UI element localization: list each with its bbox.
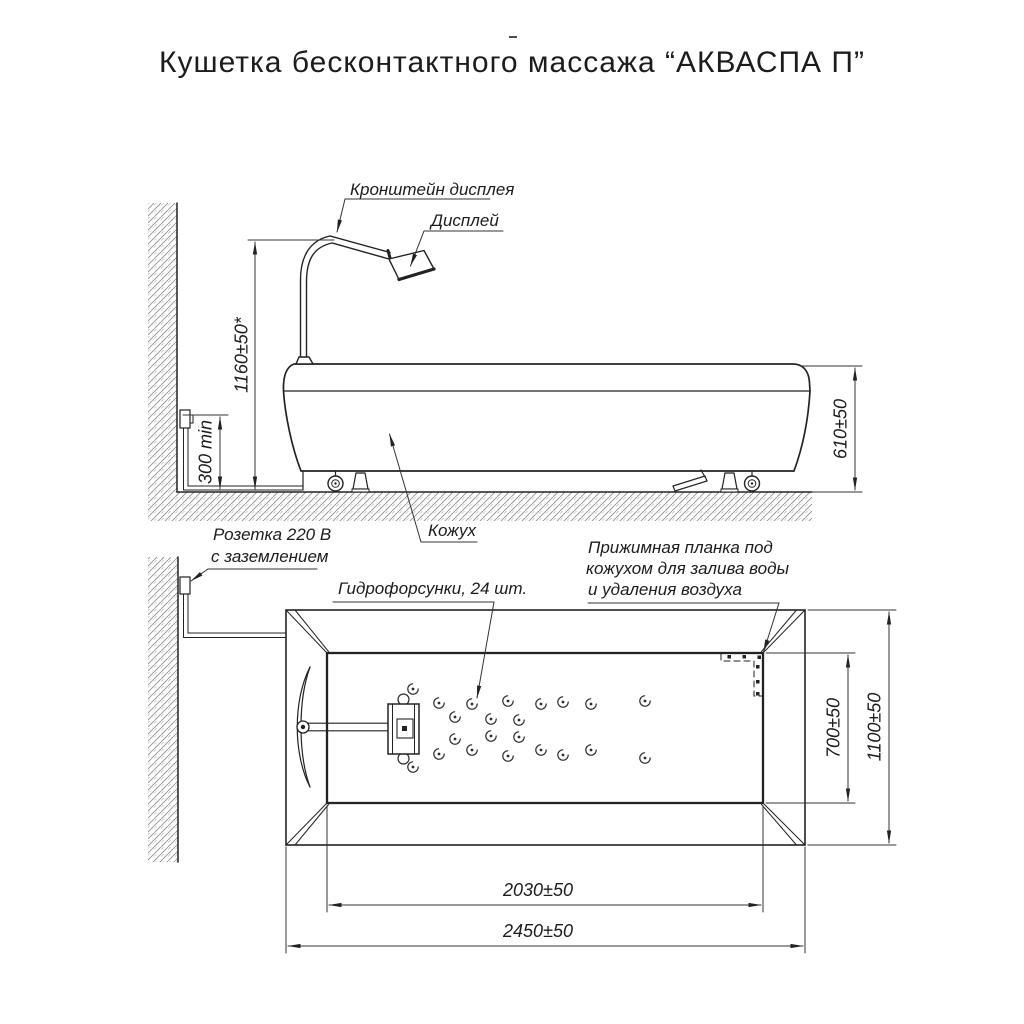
couch-frame-top xyxy=(286,610,805,845)
wall-hatch xyxy=(148,203,177,492)
label-display-bracket: Кронштейн дисплея xyxy=(350,180,515,199)
label-pressure-bar-line2: кожухом для залива воды xyxy=(586,559,789,578)
pedal xyxy=(673,470,707,491)
label-pressure-bar-line1: Прижимная планка под xyxy=(588,538,773,557)
power-conduit-top xyxy=(184,594,287,638)
drawing-title: Кушетка бесконтактного массажа “АКВАСПА П” xyxy=(159,46,865,79)
label-nozzles: Гидрофорсунки, 24 шт. xyxy=(338,579,528,598)
dim-couch-height: 610±50 xyxy=(830,399,851,459)
label-pressure-bar-line3: и удаления воздуха xyxy=(588,580,742,599)
dim-basin-width: 700±50 xyxy=(823,698,844,758)
floor-hatch xyxy=(148,492,812,521)
wall-socket-top xyxy=(180,577,190,594)
leg-right xyxy=(721,473,738,492)
couch-body xyxy=(283,364,810,490)
caster-wheel-right xyxy=(745,471,760,491)
wall-hatch-top-view xyxy=(148,557,178,862)
dim-basin-length: 2030±50 xyxy=(503,880,573,901)
wall-socket-side xyxy=(180,410,193,428)
display-arm xyxy=(296,236,391,364)
dim-arm-height: 1160±50* xyxy=(231,317,252,393)
label-socket-line1: Розетка 220 В xyxy=(213,525,332,544)
display xyxy=(389,251,434,280)
label-socket-line2: с заземлением xyxy=(211,547,329,566)
dim-overall-length: 2450±50 xyxy=(503,921,573,942)
side-view xyxy=(148,199,862,542)
arm-mount-block xyxy=(388,704,419,754)
label-casing: Кожух xyxy=(428,521,476,540)
dim-overall-width: 1100±50 xyxy=(864,692,885,762)
dim-socket-height: 300 min xyxy=(195,419,216,485)
leg-left xyxy=(352,473,369,492)
caster-wheel-left xyxy=(328,471,343,491)
label-display: Дисплей xyxy=(431,211,499,230)
